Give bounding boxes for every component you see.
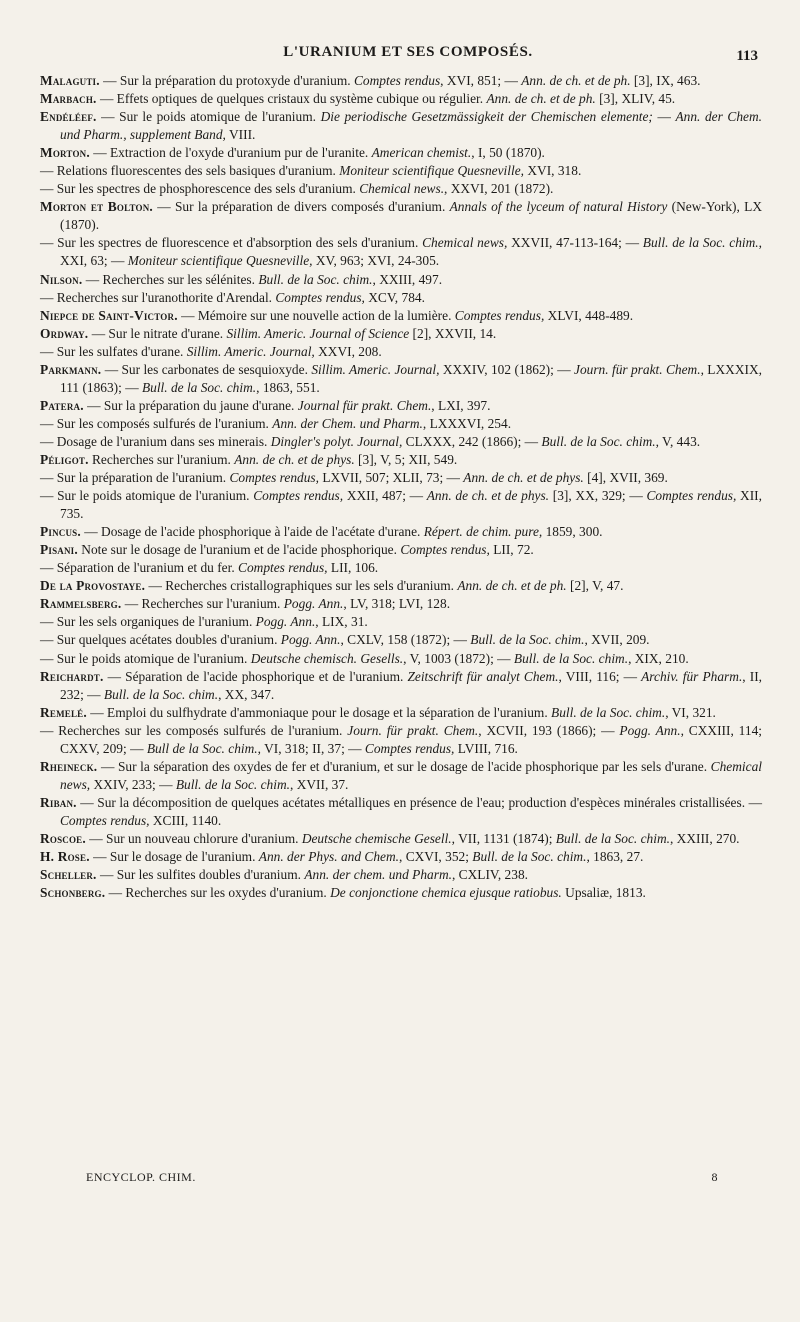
bibliography-entry [40,722,762,758]
entry-text: — Extraction de l'oxyde d'uranium pur de l'uranite. [89,145,372,161]
entry-source-title: Comptes rendus, [454,307,545,323]
bibliography-entry [40,415,762,433]
entry-text: , LXI, 397. [431,397,491,413]
entry-text: — Sur quelques acétates doubles d'uranium. [40,632,281,648]
bibliography-entry [40,469,762,487]
entry-source-title: Répert. de chim. pure, [423,524,543,540]
entry-author: Ordway. [40,325,89,341]
entry-text: XXVII, 47-113-164; — [507,235,643,251]
entry-text: — Recherches cristallographiques sur les sels d'uranium. [145,578,458,594]
entry-source-title: Comptes rendus, [646,488,737,504]
entry-text: — Mémoire sur une nouvelle action de la lumière. [177,307,455,323]
entry-source-title: Comptes rendus, [364,740,455,756]
entry-text: , LV, 318; LVI, 128. [343,596,451,612]
entry-author: Endéléef. [40,109,97,125]
entry-source-title: Bull. de la Soc. chim. [103,686,219,702]
entry-text: 1859, 300. [542,524,603,540]
entry-text: [2], XXVII, 14. [409,325,497,341]
bibliography-entry [40,144,762,162]
entry-source-title: Pogg. Ann. [280,632,341,648]
entry-source-title: Bull. de la Soc. chim. [472,849,587,865]
entry-text: — Sur le nitrate d'urane. [88,325,227,341]
entry-text: , VI, 321. [665,704,716,720]
entry-source-title: Comptes rendus, [229,470,319,486]
entry-text: — Sur le poids atomique de l'uranium. [40,488,254,504]
entry-source-title: Bull. de la Soc. chim. [551,704,666,720]
entry-text: , XXI, 63; — [60,235,763,269]
bibliography-entry [40,541,762,559]
entry-author: Rheineck. [40,758,98,774]
entry-author: Reichardt. [40,668,104,684]
entry-author: De la Provostaye. [40,578,146,594]
entry-text: — Dosage de l'acide phosphorique à l'aide de l'acétate d'urane. [80,524,424,540]
entry-source-title: Ann. der Chem. und Pharm., supplement Band, [60,109,763,143]
entry-text: Upsaliæ, 1813. [561,885,646,901]
entry-text: VIII. [225,127,256,143]
entry-author: Pisani. [40,542,78,558]
entry-text: [3], IX, 463. [630,73,701,88]
bibliography-entry [40,433,762,451]
entry-text: LII, 72. [489,542,534,558]
entry-text: — Sur la séparation des oxydes de fer et d'uranium, et sur le dosage de l'acide phosphorique par les sels d'urane. [97,758,711,774]
entry-author: Marbach. [40,91,97,107]
entry-text: XLVI, 448-489. [544,307,634,323]
entry-text: — Séparation de l'uranium et du fer. [40,560,239,576]
entry-text: XXXIV, 102 (1862); — [439,361,575,377]
entry-text: Recherches sur l'uranium. [88,451,235,467]
bibliography-entry [40,289,762,307]
entry-text: LVIII, 716. [454,740,518,756]
entry-text: — [652,109,676,125]
entry-text: — Sur les composés sulfurés de l'uranium. [40,415,273,431]
entry-text: — Recherches sur l'uranothorite d'Arendal. [40,289,276,305]
entry-source-title: Ann. de ch. et de ph. [521,73,631,88]
entry-text: XXVI, 208. [314,343,382,359]
entry-text: [3], XX, 329; — [549,488,647,504]
entry-source-title: Bull de la Soc. chim. [146,740,258,756]
entry-source-title: Ann. der Chem. und Pharm. [272,415,423,431]
page-header [58,44,758,70]
entry-author: Pincus. [40,524,81,540]
entry-text: , VI, 318; II, 37; — [257,740,365,756]
entry-text: , VIII, 116; — [558,668,642,684]
entry-source-title: Comptes rendus [353,73,441,88]
entry-text: — Effets optiques de quelques cristaux du système cubique ou régulier. [96,91,487,107]
entry-source-title: Comptes rendus, [238,560,328,576]
entry-text: , XVII, 209. [584,632,650,648]
entry-source-title: Ann. de ch. et de phys. [234,451,355,467]
entry-text: XVI, 318. [524,163,582,179]
entry-text: — Sur la préparation de divers composés d'uranium. [152,199,450,215]
entry-text: , XCVII, 193 (1866); — [478,722,620,738]
entry-author: Niepce de Saint-Victor. [40,307,178,323]
entry-text: , XVI, 851; — [440,73,522,88]
entry-source-title: Comptes rendus, [60,812,150,828]
entry-author: Péligot. [40,451,89,467]
bibliography-entry [40,704,762,722]
entry-text: , LIX, 31. [315,614,368,630]
bibliography-entry [40,198,762,234]
entry-text: XCV, 784. [364,289,425,305]
entry-text: , XXIII, 270. [669,830,740,846]
entry-text: , XXVI, 201 (1872). [444,181,554,197]
entry-source-title: Die periodische Gesetzmässigkeit der Chemischen elemente; [320,109,653,125]
bibliography-entry [40,325,762,343]
entry-source-title: Bull. de la Soc. chim. [642,235,759,251]
entry-text: — Recherches sur les oxydes d'uranium. [105,885,331,901]
entry-text: — Sur le poids atomique de l'uranium. [40,650,251,666]
entry-source-title: Ann. der Phys. and Chem. [258,849,399,865]
entry-text: , CXXIII, 114; CXXV, 209; — [60,722,762,756]
entry-text: , V, 443. [655,433,701,449]
entry-source-title: Pogg. Ann. [283,596,344,612]
entry-text: — Sur les sulfites doubles d'uranium. [96,867,305,883]
entry-text: [2], V, 47. [566,578,624,594]
entry-text: — Sur le dosage de l'uranium. [89,849,259,865]
bibliography-entry [40,162,762,180]
entry-author: Parkmann. [40,361,102,377]
entry-text: , XIX, 210. [628,650,689,666]
entry-text: , V, 1003 (1872); — [403,650,514,666]
page-footer [58,1170,738,1188]
entry-source-title: De conjonctione chemica ejusque ratiobus. [330,885,562,901]
bibliography-entry [40,848,762,866]
bibliography-entry [40,866,762,884]
bibliography-entry [40,668,762,704]
entry-source-title: Journal für prakt. Chem. [297,397,432,413]
entry-source-title: Bull. de la Soc. chim. [470,632,585,648]
entry-source-title: Chemical news, [60,758,762,792]
entry-source-title: Pogg. Ann. [255,614,316,630]
entry-text: , LXXXVI, 254. [422,415,512,431]
entry-author: Schonberg. [40,885,106,901]
entry-text: — Sur les carbonates de sesquioxyde. [101,361,312,377]
entry-text: — Sur les sels organiques de l'uranium. [40,614,256,630]
entry-source-title: Archiv. für Pharm. [641,668,743,684]
entry-text: , I, 50 (1870). [471,145,545,161]
entry-text: LXVII, 507; XLII, 73; — [319,470,464,486]
entry-source-title: Bull. de la Soc. chim. [141,379,257,395]
entry-text: , VII, 1131 (1874); [451,830,556,846]
entry-text: , CXLV, 158 (1872); — [340,632,471,648]
bibliography-entry [40,631,762,649]
bibliography-entry [40,361,762,397]
entry-source-title: Ann. de ch. et de ph. [457,578,567,594]
bibliography-entry [40,577,762,595]
bibliography-entry [40,397,762,415]
entry-source-title: American chemist. [371,145,472,161]
bibliography-entry [40,180,762,198]
bibliography-entry [40,613,762,631]
entry-text: , 1863, 551. [256,379,320,395]
bibliography-entry [40,307,762,325]
entry-source-title: Journ. für prakt. Chem. [347,722,479,738]
entry-source-title: Comptes rendus, [275,289,365,305]
entry-source-title: Moniteur scientifique Quesneville, [127,253,313,269]
bibliography-entry [40,650,762,668]
entry-source-title: Bull. de la Soc. chim. [513,650,629,666]
entry-text: — Relations fluorescentes des sels basiques d'uranium. [40,163,340,179]
entry-source-title: Ann. de ch. et de ph. [486,91,596,107]
entry-source-title: Dingler's polyt. Journal, [270,433,403,449]
bibliography-entry [40,72,762,90]
entry-text: — Sur le poids atomique de l'uranium. [96,109,321,125]
running-title: L'URANIUM ET SES COMPOSÉS. [283,44,533,60]
entry-text: — Dosage de l'uranium dans ses minerais. [40,433,271,449]
entry-text: , CXLIV, 238. [451,867,528,883]
entry-author: H. Rose. [40,849,90,865]
entry-source-title: Annals of the lyceum of natural History [449,199,668,215]
entry-text: [4], XVII, 369. [583,470,668,486]
bibliography-entry [40,487,762,523]
bibliography-entry [40,794,762,830]
entry-author: Rammelsberg. [40,596,122,612]
entry-text: , XXIII, 497. [372,271,443,287]
entry-source-title: Sillim. Americ. Journal, [186,343,315,359]
entry-text: — Sur la préparation du protoxyde d'uranium. [99,73,354,88]
bibliography-entry [40,559,762,577]
entry-source-title: Comptes rendus, [253,488,344,504]
bibliography-entry [40,234,762,270]
entry-text: — Sur la préparation de l'uranium. [40,470,230,486]
entry-text: (New-York), LX (1870). [60,199,763,233]
entry-text: Note sur le dosage de l'uranium et de l'acide phosphorique. [77,542,401,558]
entry-text: , 1863, 27. [586,849,644,865]
entry-source-title: Chemical news, [422,235,508,251]
entry-author: Roscoe. [40,830,86,846]
entry-text: , XVII, 37. [290,776,349,792]
entry-source-title: Sillim. Americ. Journal of Science [226,325,410,341]
entry-text: — Recherches sur les composés sulfurés de l'uranium. [40,722,348,738]
bibliography-entry [40,271,762,289]
entry-text: XXIV, 233; — [90,776,176,792]
entry-author: Patera. [40,397,84,413]
bibliography-entry [40,595,762,613]
footer-sheet-number: 8 [711,1170,718,1184]
bibliography-list [40,72,762,902]
bibliography-entry [40,884,762,902]
entry-source-title: Comptes rendus, [400,542,490,558]
footer-signature: ENCYCLOP. CHIM. [86,1170,196,1184]
entry-text: , CXVI, 352; [399,849,473,865]
entry-source-title: Chemical news. [359,181,445,197]
entry-author: Riban. [40,794,77,810]
bibliography-entry [40,90,762,108]
entry-text: [3], XLIV, 45. [595,91,676,107]
entry-text: — Emploi du sulfhydrate d'ammoniaque pour le dosage et la séparation de l'uranium. [86,704,552,720]
bibliography-entry [40,343,762,361]
entry-text: CLXXX, 242 (1866); — [402,433,542,449]
bibliography-entry [40,758,762,794]
entry-text: — Recherches sur les sélénites. [82,271,259,287]
page-number: 113 [736,48,758,64]
entry-author: Malaguti. [40,73,100,88]
entry-source-title: Pogg. Ann. [619,722,681,738]
entry-text: LII, 106. [327,560,379,576]
entry-text: — Sur la décomposition de quelques acétates métalliques en présence de l'eau; production d'espèces minérales cristallisées. — [76,794,762,810]
entry-text: — Sur un nouveau chlorure d'uranium. [85,830,302,846]
bibliography-entry [40,830,762,848]
entry-source-title: Sillim. Americ. Journal, [311,361,440,377]
bibliography-entry [40,108,762,144]
entry-author: Morton. [40,145,90,161]
bibliography-entry [40,523,762,541]
entry-source-title: Bull. de la Soc. chim. [258,271,373,287]
bibliography-entry [40,451,762,469]
entry-author: Scheller. [40,867,97,883]
entry-text: , XX, 347. [218,686,275,702]
entry-text: , II, 232; — [60,668,763,702]
entry-author: Morton et Bolton. [40,199,153,215]
entry-text: — Sur les sulfates d'urane. [40,343,187,359]
entry-text: — Sur les spectres de phosphorescence des sels d'uranium. [40,181,360,197]
entry-text: — Séparation de l'acide phosphorique et de l'uranium. [103,668,408,684]
entry-source-title: Ann. de ch. et de phys. [426,488,550,504]
entry-text: XXII, 487; — [343,488,427,504]
entry-text: — Sur la préparation du jaune d'urane. [83,397,298,413]
entry-text: XV, 963; XVI, 24-305. [312,253,440,269]
entry-author: Remelé. [40,704,87,720]
entry-text: — Sur les spectres de fluorescence et d'absorption des sels d'uranium. [40,235,423,251]
entry-text: , LXXXIX, 111 (1863); — [60,361,762,395]
entry-author: Nilson. [40,271,83,287]
entry-source-title: Bull. de la Soc. chim. [175,776,290,792]
entry-source-title: Deutsche chemische Gesell. [301,830,452,846]
entry-source-title: Zeitschrift für analyt Chem. [407,668,559,684]
entry-text: XII, 735. [60,488,762,522]
entry-source-title: Moniteur scientifique Quesneville, [339,163,525,179]
entry-source-title: Bull. de la Soc. chim. [541,433,656,449]
entry-text: — Recherches sur l'uranium. [121,596,284,612]
entry-source-title: Ann. de ch. et de phys. [463,470,584,486]
entry-source-title: Ann. der chem. und Pharm. [304,867,452,883]
entry-text: [3], V, 5; XII, 549. [354,451,458,467]
entry-source-title: Bull. de la Soc. chim. [555,830,670,846]
entry-source-title: Deutsche chemisch. Gesells. [250,650,404,666]
entry-text: XCIII, 1140. [149,812,222,828]
entry-source-title: Journ. für prakt. Chem. [574,361,701,377]
